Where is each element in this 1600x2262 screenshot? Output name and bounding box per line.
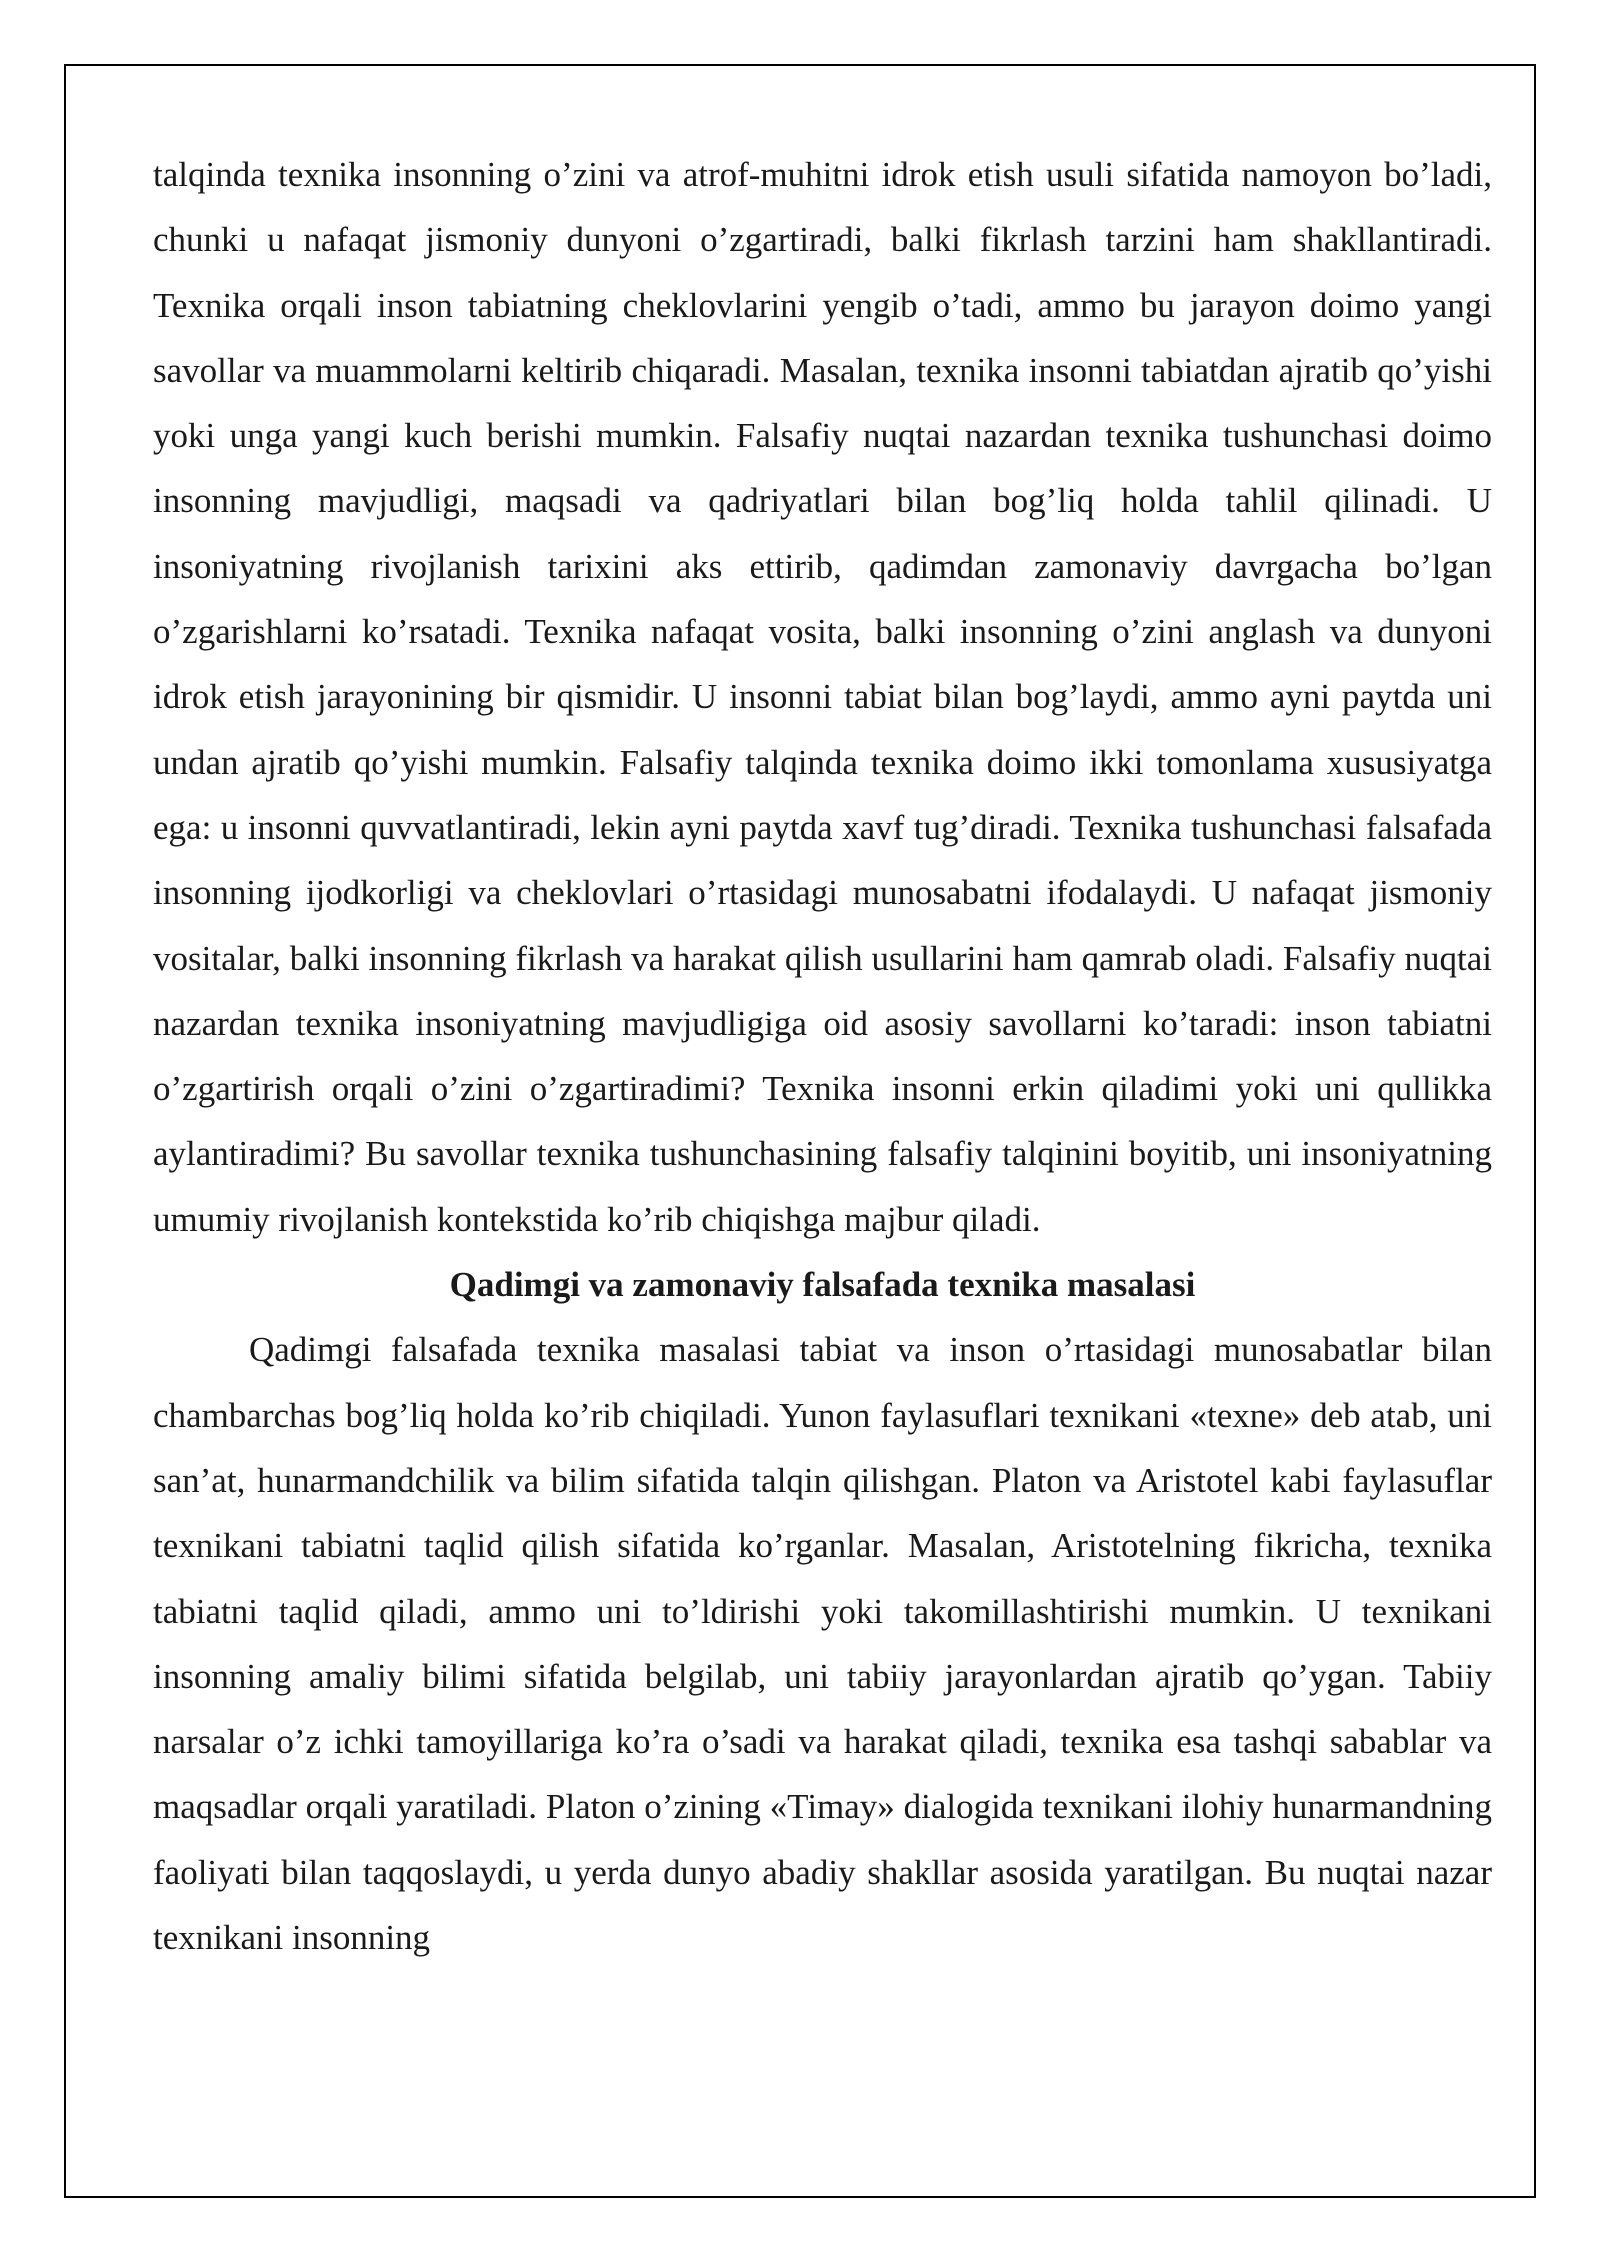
body-paragraph: talqinda texnika insonning o’zini va atrof-muhitni idrok etish usuli sifatida namoyon bo’ladi, chunki u nafaqat jismoniy dunyoni o’zgartiradi, balki fikrlash tarzini ham shakllantiradi. Texnika orqali inson tabiatning cheklovlarini yengib o’tadi, ammo bu jarayon doimo yangi savollar va muammolarni keltirib chiqaradi. Masalan, texnika insonni tabiatdan ajratib qo’yishi yoki unga yangi kuch berishi mumkin. Falsafiy nuqtai nazardan texnika tushunchasi doimo insonning mavjudligi, maqsadi va qadriyatlari bilan bog’liq holda tahlil qilinadi. U insoniyatning rivojlanish tarixini aks ettirib, qadimdan zamonaviy davrgacha bo’lgan o’zgarishlarni ko’rsatadi. Texnika nafaqat vosita, balki insonning o’zini anglash va dunyoni idrok etish jarayonining bir qismidir. U insonni tabiat bilan bog’laydi, ammo ayni paytda uni undan ajratib qo’yishi mumkin. Falsafiy talqinda texnika doimo ikki tomonlama xususiyatga ega: u insonni quvvatlantiradi, lekin ayni paytda xavf tug’diradi. Texnika tushunchasi falsafada insonning ijodkorligi va cheklovlari o’rtasidagi munosabatni ifodalaydi. U nafaqat jismoniy vositalar, balki insonning fikrlash va harakat qilish usullarini ham qamrab oladi. Falsafiy nuqtai nazardan texnika insoniyatning mavjudligiga oid asosiy savollarni ko’taradi: inson tabiatni o’zgartirish orqali o’zini o’zgartiradimi? Texnika insonni erkin qiladimi yoki uni qullikka aylantiradimi? Bu savollar texnika tushunchasining falsafiy talqinini boyitib, uni insoniyatning umumiy rivojlanish kontekstida ko’rib chiqishga majbur qiladi. (153, 155, 1492, 1239)
body-paragraph: Qadimgi falsafada texnika masalasi tabiat va inson o’rtasidagi munosabatlar bilan chambarchas bog’liq holda ko’rib chiqiladi. Yunon faylasuflari texnikani «texne» deb atab, uni san’at, hunarmandchilik va bilim sifatida talqin qilishgan. Platon va Aristotel kabi faylasuflar texnikani tabiatni taqlid qilish sifatida ko’rganlar. Masalan, Aristotelning fikricha, texnika tabiatni taqlid qiladi, ammo uni to’ldirishi yoki takomillashtirishi mumkin. U texnikani insonning amaliy bilimi sifatida belgilab, uni tabiiy jarayonlardan ajratib qo’ygan. Tabiiy narsalar o’z ichki tamoyillariga ko’ra o’sadi va harakat qiladi, texnika esa tashqi sabablar va maqsadlar orqali yaratiladi. Platon o’zining «Timay» dialogida texnikani ilohiy hunarmandning faoliyati bilan taqqoslaydi, u yerda dunyo abadiy shakllar asosida yaratilgan. Bu nuqtai nazar texnikani insonning (153, 1330, 1492, 1958)
document-body (153, 142, 1492, 1970)
section-heading: Qadimgi va zamonaviy falsafada texnika masalasi (449, 1265, 1196, 1305)
